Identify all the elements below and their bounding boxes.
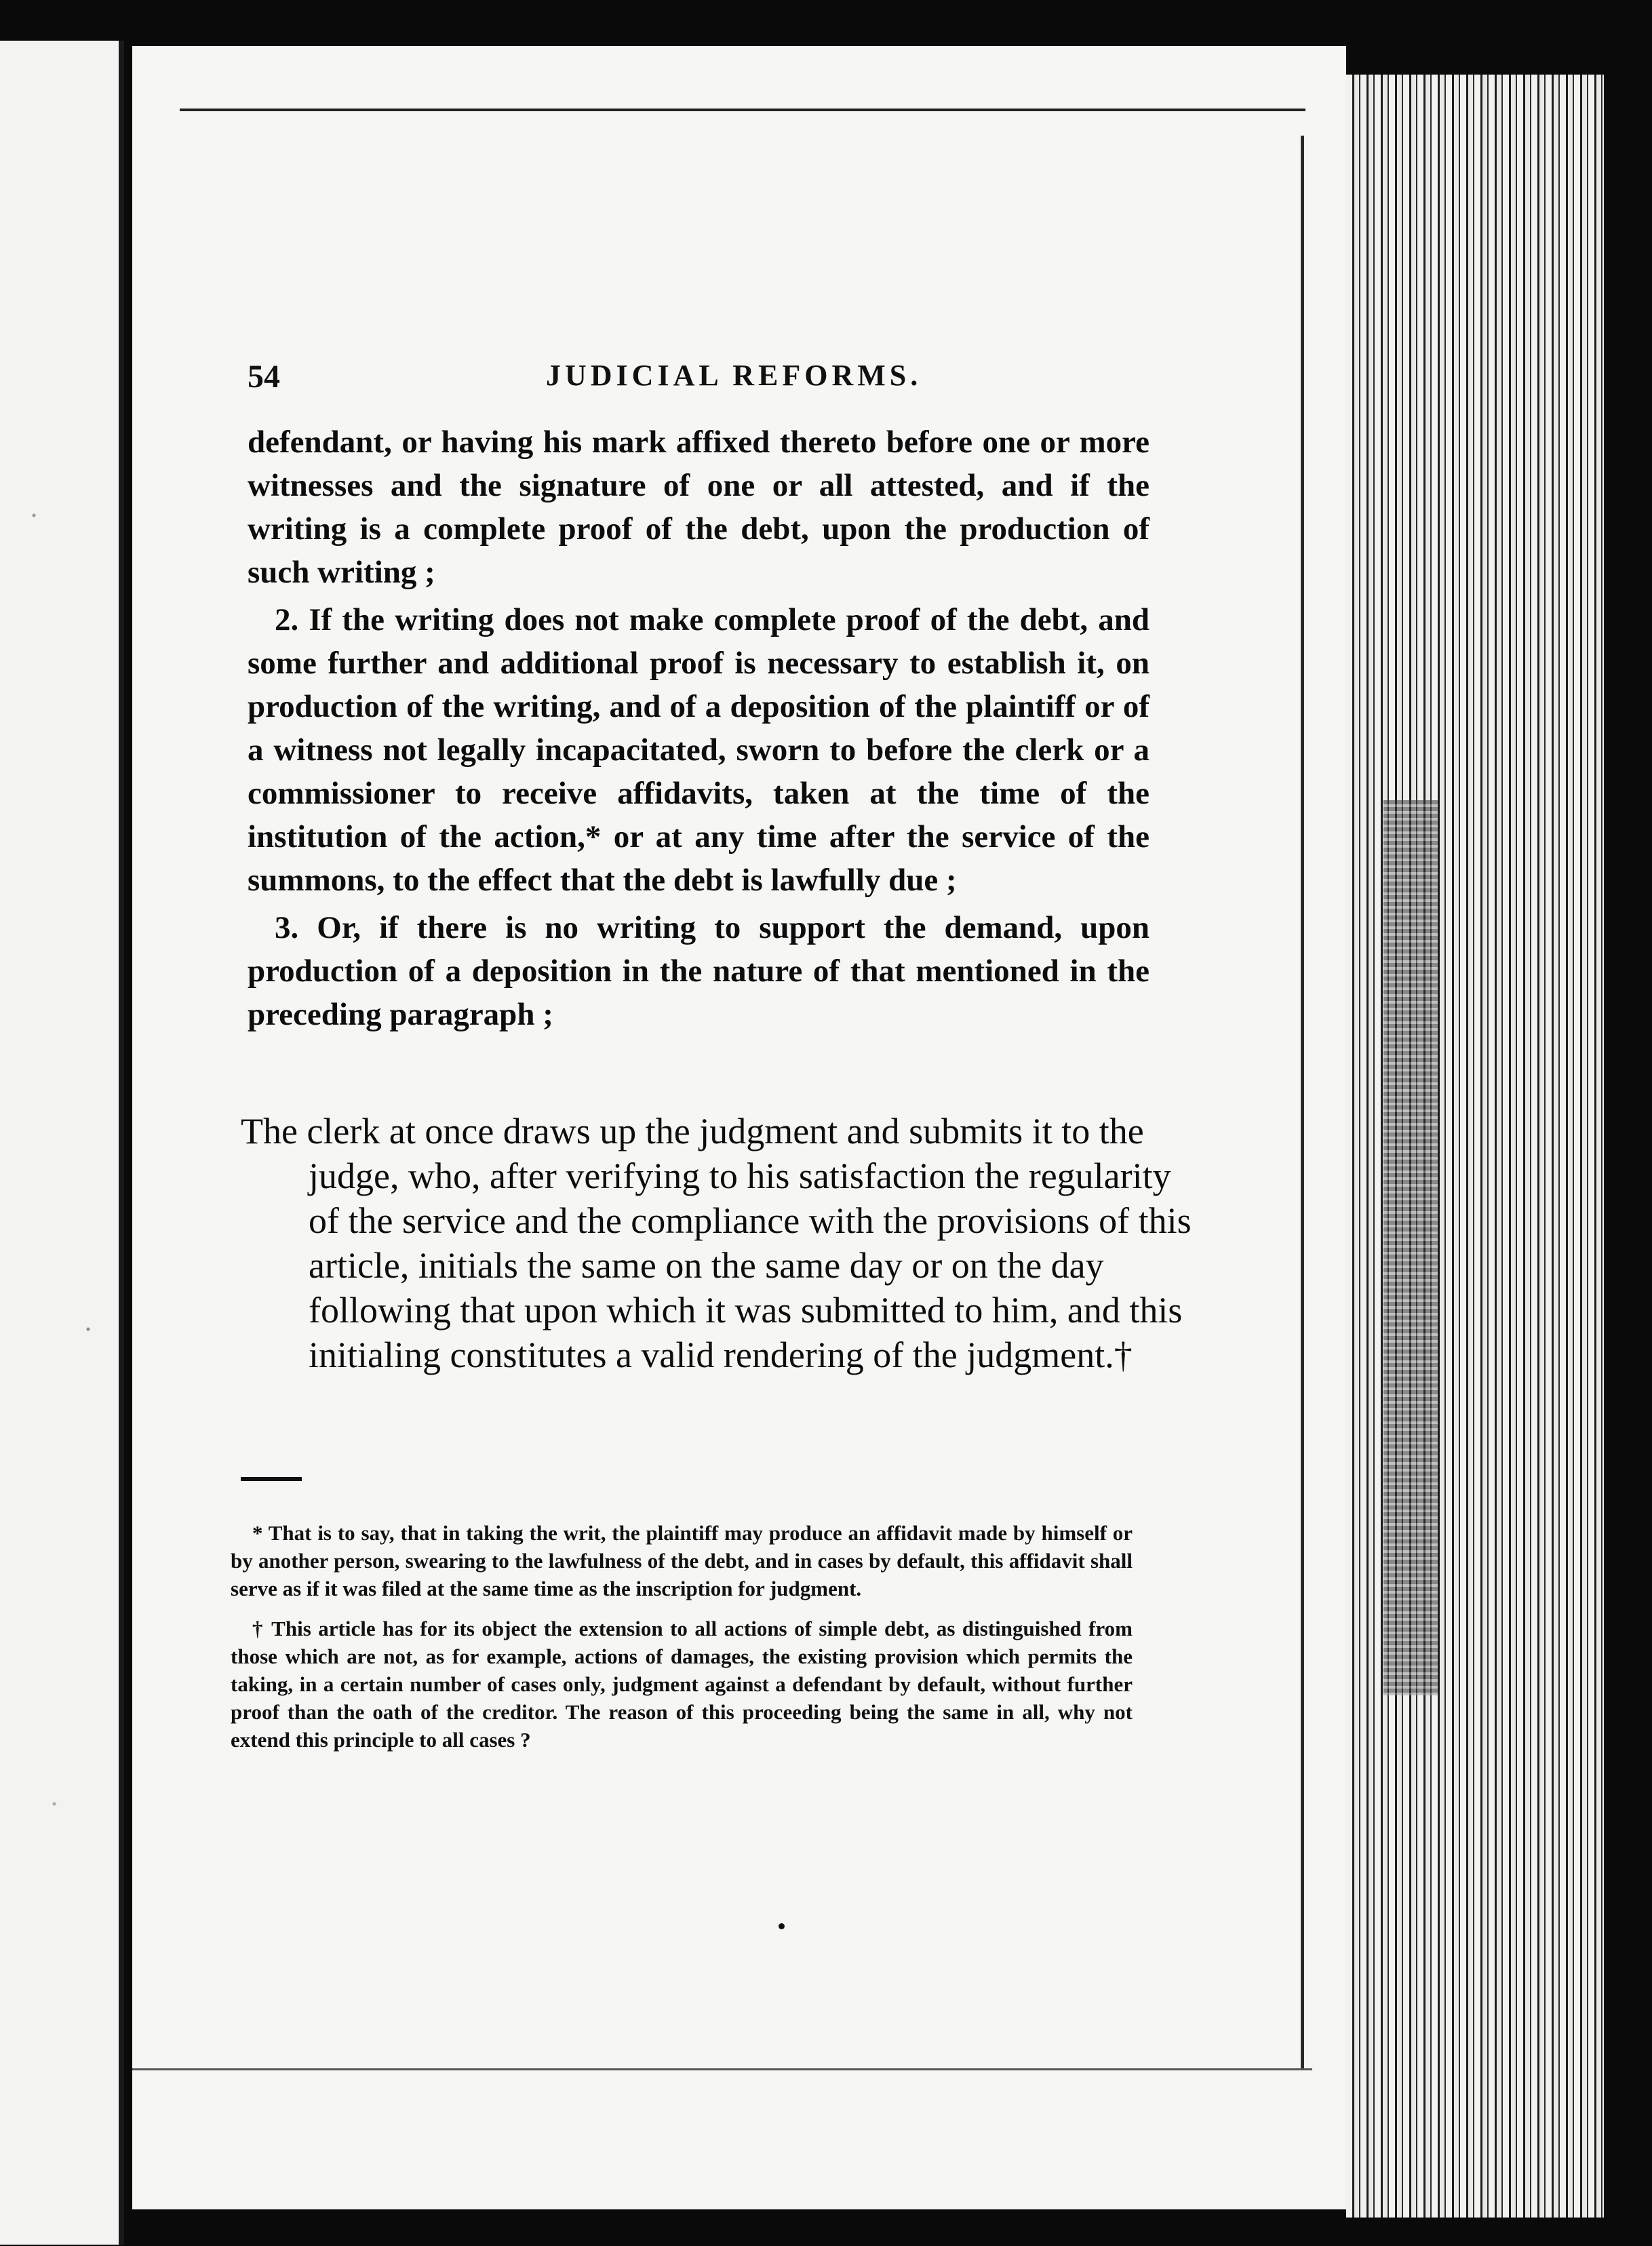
- page-number: 54: [248, 359, 280, 395]
- ink-speck: [779, 1923, 785, 1929]
- footnote-rule: [241, 1477, 302, 1481]
- footnote-1: * That is to say, that in taking the writ, the plaintiff may produce an affidavit made by himself or by another person, swearing to the lawfulness of the debt, and in cases by default, this affidavit shall serve as if it was filed at the same time as the inscription for judgment.: [231, 1521, 1133, 1600]
- facing-page-edge: [0, 41, 124, 2245]
- main-clause: The clerk at once draws up the judgment and submits it to the judge, who, after verifying to his satisfaction the regularity of the service and the compliance with the provisions of this article, initials the same on the same day or on the day following that upon which it was submitted to him, and this initialing constitutes a valid rendering of the judgment.†: [241, 1111, 1192, 1375]
- paragraph-1: defendant, or having his mark affixed thereto before one or more witnesses and the signature of one or all attested, and if the writing is a complete proof of the debt, upon the production of such writing ;: [248, 425, 1149, 590]
- paragraph-3: 3. Or, if there is no writing to support the demand, upon production of a deposition in the nature of that mentioned in the preceding paragraph ;: [248, 910, 1149, 1032]
- page-border-right: [1301, 136, 1304, 2068]
- footnotes: [231, 1519, 1133, 1766]
- fore-edge-stamp: [1383, 800, 1438, 1695]
- footnote-2: † This article has for its object the extension to all actions of simple debt, as distinguished from those which are not, as for example, actions of damages, the existing provision which permits the taking, in a certain number of cases only, judgment against a defendant by default, without further proof than the oath of the creditor. The reason of this proceeding being the same in all, why not extend this principle to all cases ?: [231, 1617, 1133, 1752]
- running-head: [248, 358, 1149, 399]
- page-border-top: [180, 109, 1305, 111]
- paragraph-2: 2. If the writing does not make complete proof of the debt, and some further and additional proof is necessary to establish it, on production of the writing, and of a deposition of the plaintiff or of a witness not legally incapacitated, sworn to before the clerk or a commissioner to receive affidavits, taken at the time of the institution of the action,* or at any time after the service of the summons, to the effect that the debt is lawfully due ;: [248, 602, 1149, 898]
- running-title: JUDICIAL REFORMS.: [546, 359, 922, 392]
- page-border-bottom: [132, 2068, 1312, 2070]
- body-text: [248, 420, 1149, 1040]
